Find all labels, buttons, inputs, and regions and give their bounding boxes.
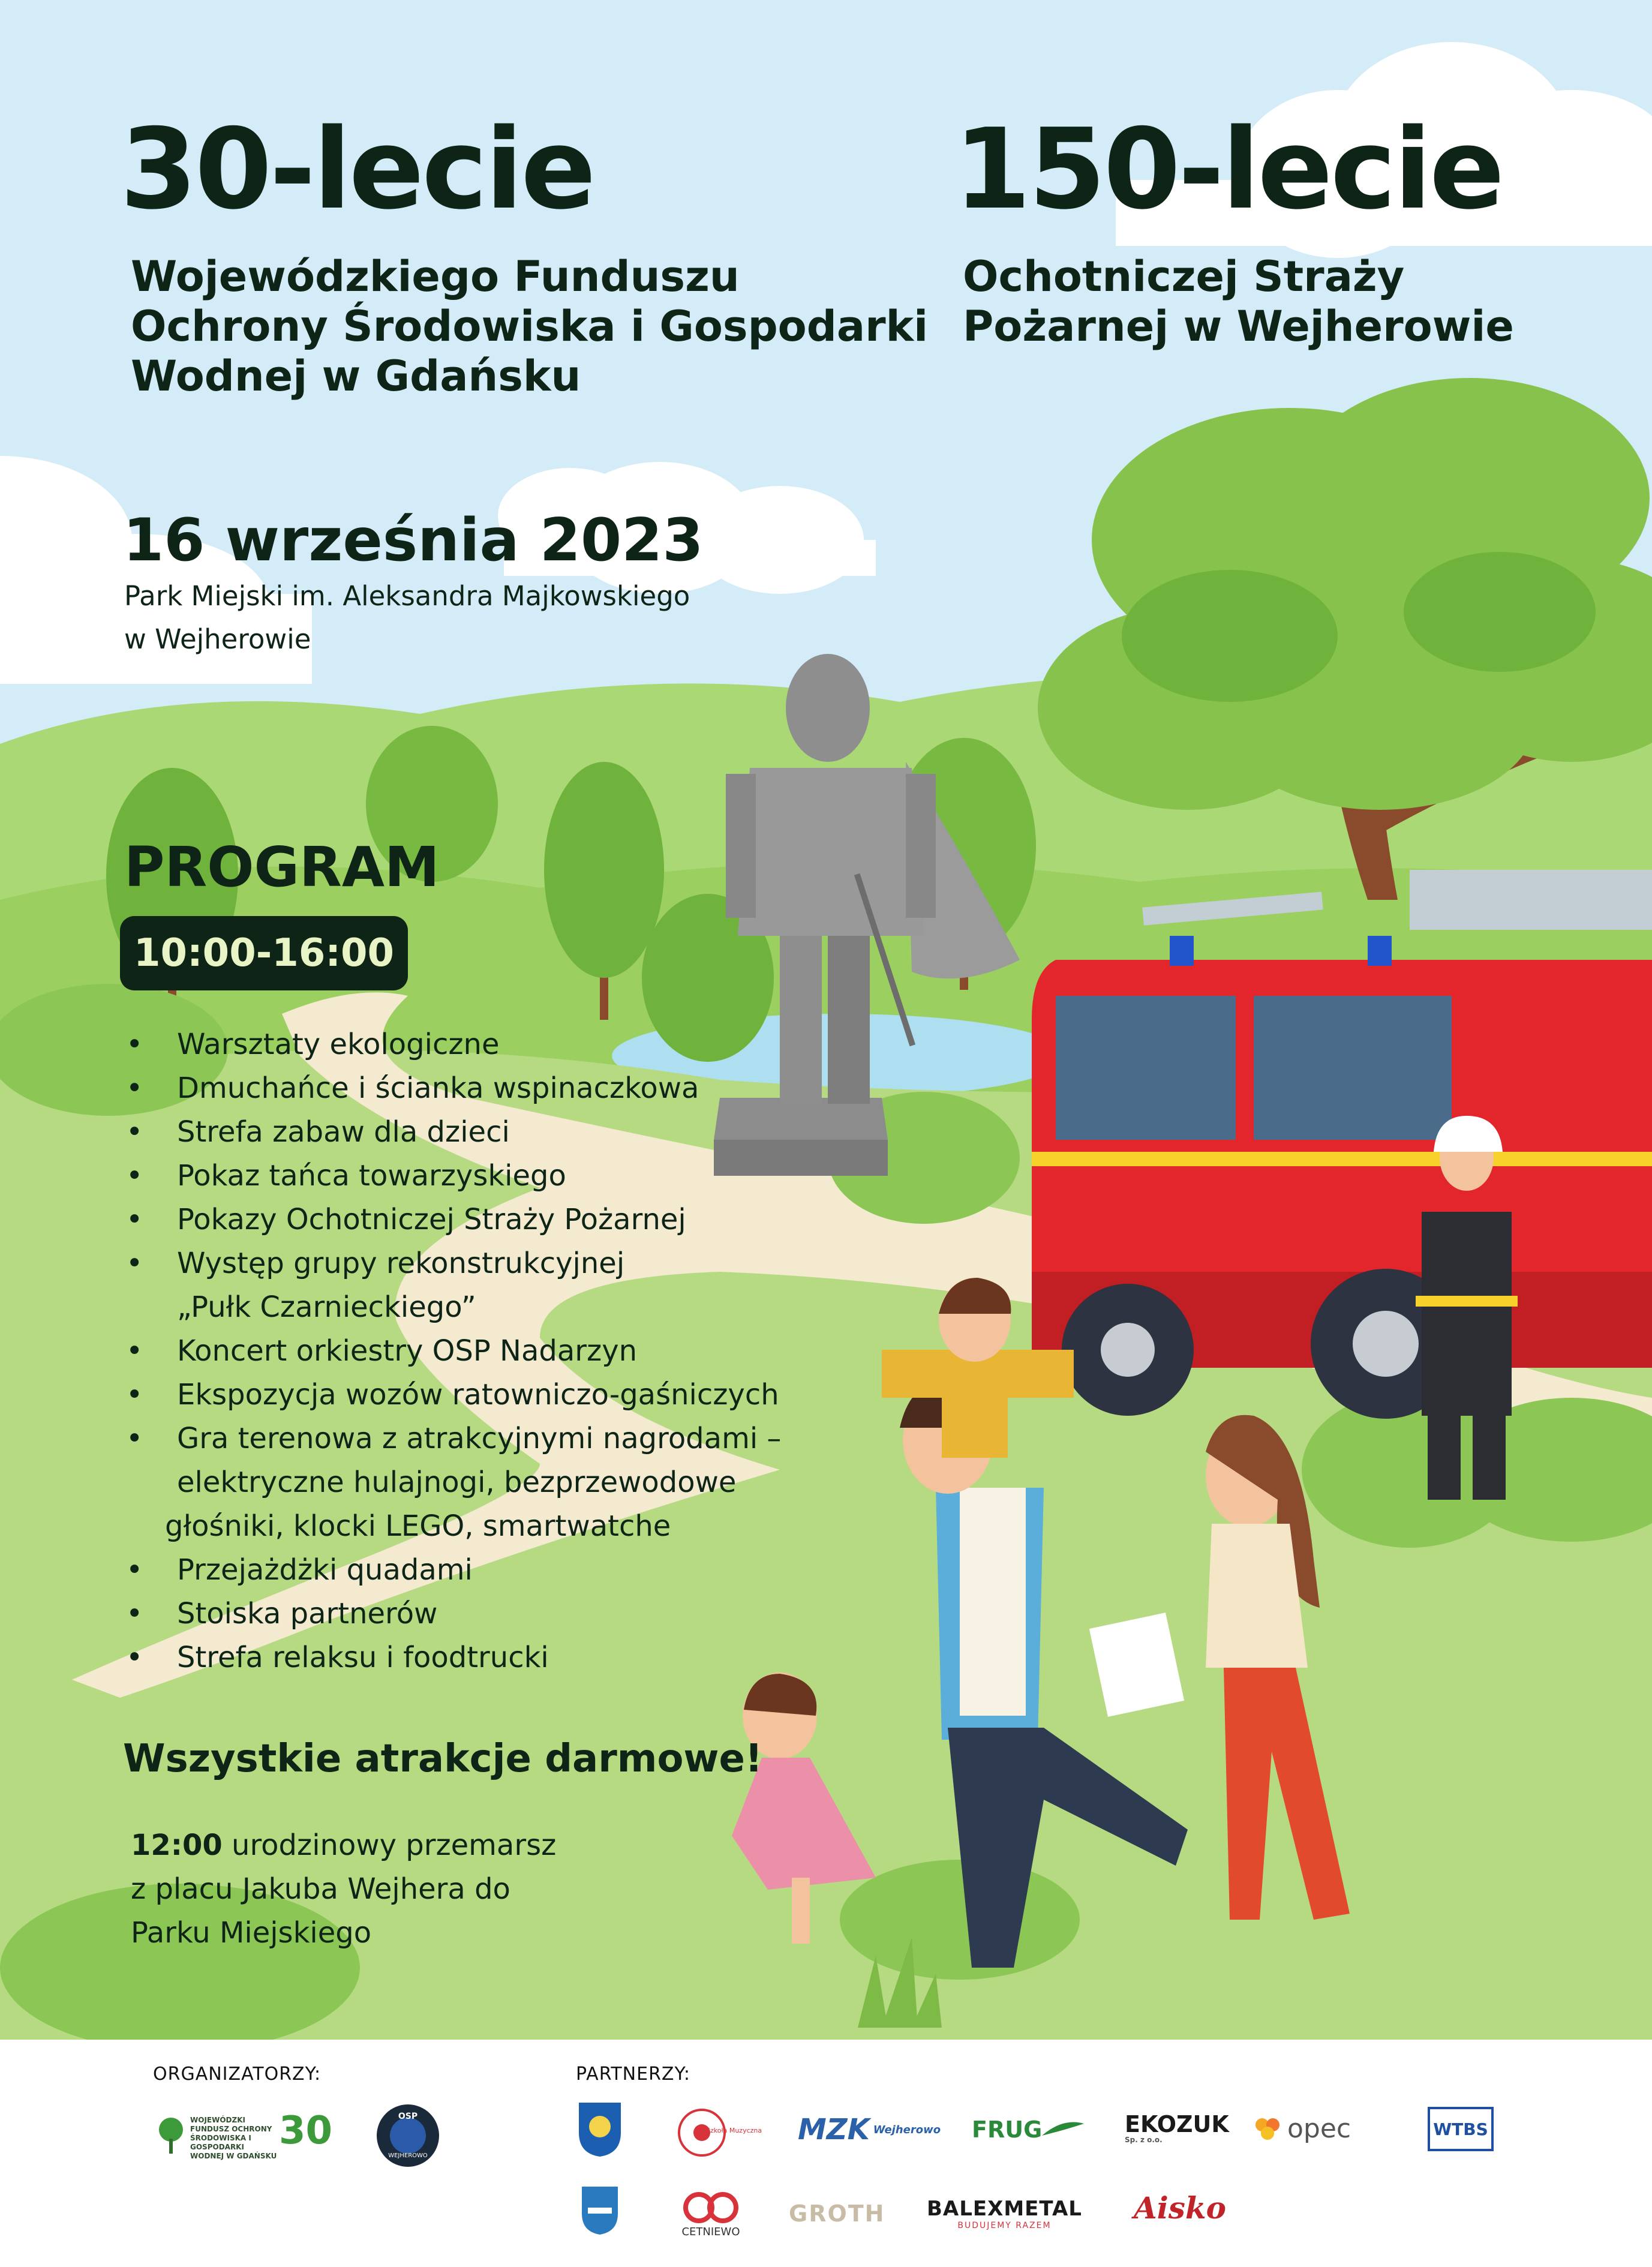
- organizers-label: ORGANIZATORZY:: [153, 2064, 322, 2085]
- program-item-text: Warsztaty ekologiczne: [177, 1028, 500, 1061]
- ekozuk-logo-sub: Sp. z o.o.: [1125, 2135, 1163, 2144]
- program-item: [126, 1198, 846, 1242]
- bullet: •: [126, 1203, 143, 1236]
- mzk-logo: [798, 2112, 941, 2148]
- bullet: •: [126, 1115, 143, 1149]
- program-item: [126, 1592, 846, 1636]
- program-item: [126, 1417, 846, 1461]
- program-item: [126, 1067, 846, 1110]
- program-item: [126, 1023, 846, 1067]
- opec-logo-text: opec: [1287, 2113, 1351, 2144]
- program-item-text: „Pułk Czarnieckiego”: [177, 1290, 476, 1324]
- balexmetal-logo-text: BALEXMETAL: [927, 2197, 1082, 2221]
- parade-line: z placu Jakuba Wejhera do: [131, 1872, 510, 1906]
- program-item-text: Dmuchańce i ścianka wspinaczkowa: [177, 1071, 699, 1105]
- parade-time: 12:00: [131, 1828, 223, 1862]
- cos-icon: [681, 2190, 741, 2226]
- parade-line: Parku Miejskiego: [131, 1916, 372, 1950]
- program-item-text: Strefa zabaw dla dzieci: [177, 1115, 510, 1149]
- left-anniversary-subtitle: [131, 252, 928, 401]
- parade-line-rest: urodzinowy przemarsz: [222, 1828, 557, 1862]
- program-title: PROGRAM: [124, 835, 440, 899]
- aisko-logo-text: Aisko: [1134, 2190, 1226, 2226]
- mzk-logo-sub: Wejherowo: [873, 2123, 941, 2136]
- wfos-logo-text: WOJEWÓDZKI FUNDUSZ OCHRONY ŚRODOWISKA I GOSPODARKI WODNEJ W GDAŃSKU: [190, 2116, 277, 2160]
- partners-label: PARTNERZY:: [576, 2064, 690, 2085]
- groth-logo-text: GROTH: [789, 2200, 885, 2227]
- wfos-logo-30: 30: [279, 2109, 333, 2153]
- opec-logo: [1254, 2110, 1351, 2146]
- program-item: [126, 1154, 846, 1198]
- balexmetal-logo-sub: BUDUJEMY RAZEM: [957, 2221, 1052, 2230]
- program-item-continuation: [126, 1505, 846, 1548]
- program-item-text: Stoiska partnerów: [177, 1597, 438, 1631]
- bullet: •: [126, 1378, 143, 1412]
- leaf-icon: [1042, 2121, 1084, 2139]
- groth-logo: [789, 2196, 885, 2232]
- ekozuk-logo: [1125, 2110, 1229, 2146]
- osp-logo-ring-text: WEJHEROWO: [388, 2152, 428, 2159]
- bullet: •: [126, 1597, 143, 1631]
- cetniewo-logo-text: CETNIEWO: [681, 2225, 740, 2238]
- left-subtitle-line: Wojewódzkiego Funduszu: [131, 252, 740, 301]
- parade-info: [131, 1824, 556, 1955]
- left-subtitle-line: Wodnej w Gdańsku: [131, 352, 581, 401]
- program-item-text: Przejażdżki quadami: [177, 1553, 473, 1587]
- wejherowo-coat-of-arms-icon: [576, 2100, 624, 2160]
- program-item-continuation: [126, 1461, 846, 1505]
- event-place-line: Park Miejski im. Aleksandra Majkowskiego: [124, 580, 690, 612]
- program-item: [126, 1242, 846, 1286]
- program-item-text: Gra terenowa z atrakcyjnymi nagrodami –: [177, 1422, 782, 1455]
- frug-logo-text: FRUG: [972, 2116, 1043, 2143]
- program-item: [126, 1373, 846, 1417]
- bullet: •: [126, 1553, 143, 1587]
- kashubian-logo-text: Szkoła Muzyczna: [706, 2127, 762, 2134]
- wtbs-logo-text: WTBS: [1433, 2119, 1488, 2139]
- program-item: [126, 1329, 846, 1373]
- right-anniversary-subtitle: [963, 252, 1514, 352]
- program-item-text: Pokazy Ochotniczej Straży Pożarnej: [177, 1203, 686, 1236]
- event-place-line: w Wejherowie: [124, 623, 311, 655]
- shield-icon: [375, 2100, 441, 2172]
- program-item: [126, 1548, 846, 1592]
- wtbs-logo: [1428, 2107, 1494, 2151]
- parade-line: [131, 1824, 556, 1867]
- program-item-text: elektryczne hulajnogi, bezprzewodowe: [177, 1466, 737, 1499]
- left-anniversary-title: 30-lecie: [120, 104, 594, 234]
- bullet: •: [126, 1028, 143, 1061]
- wfos-logo: [153, 2109, 333, 2169]
- program-item-text: Strefa relaksu i foodtrucki: [177, 1641, 549, 1674]
- program-item-text: Koncert orkiestry OSP Nadarzyn: [177, 1334, 638, 1368]
- tree-icon: [153, 2115, 189, 2157]
- program-item-text: Występ grupy rekonstrukcyjnej: [177, 1247, 625, 1280]
- bullet: •: [126, 1071, 143, 1105]
- left-subtitle-line: Ochrony Środowiska i Gospodarki: [131, 302, 929, 351]
- bullet: •: [126, 1334, 143, 1368]
- aisko-logo: [1134, 2187, 1226, 2229]
- mzk-logo-text: MZK: [798, 2113, 870, 2146]
- event-date: 16 września 2023: [123, 506, 704, 575]
- program-item-text: Ekspozycja wozów ratowniczo-gaśniczych: [177, 1378, 779, 1412]
- program-item-text: głośniki, klocki LEGO, smartwatche: [165, 1509, 671, 1543]
- program-item-text: Pokaz tańca towarzyskiego: [177, 1159, 566, 1193]
- bullet: •: [126, 1422, 143, 1455]
- program-item: [126, 1110, 846, 1154]
- osp-logo: [375, 2100, 441, 2172]
- bullet: •: [126, 1641, 143, 1674]
- free-attractions-note: Wszystkie atrakcje darmowe!: [123, 1737, 763, 1781]
- program-list: [126, 1023, 846, 1680]
- program-hours-badge: 10:00-16:00: [120, 916, 408, 990]
- program-item-continuation: [126, 1286, 846, 1329]
- balexmetal-logo: [927, 2190, 1082, 2238]
- right-subtitle-line: Pożarnej w Wejherowie: [963, 302, 1514, 351]
- puck-coat-of-arms-icon: [579, 2184, 621, 2238]
- cetniewo-logo: [672, 2181, 750, 2247]
- bullet: •: [126, 1247, 143, 1280]
- program-item: [126, 1636, 846, 1680]
- bullet: •: [126, 1159, 143, 1193]
- flower-icon: [1254, 2116, 1284, 2140]
- right-subtitle-line: Ochotniczej Straży: [963, 252, 1405, 301]
- osp-logo-text: OSP: [398, 2112, 418, 2121]
- frug-logo: [972, 2112, 1084, 2148]
- ekozuk-logo-text: EKOZUK: [1125, 2110, 1229, 2137]
- right-anniversary-title: 150-lecie: [954, 104, 1503, 234]
- footer-logos: [0, 2040, 1652, 2267]
- event-place: [124, 575, 690, 661]
